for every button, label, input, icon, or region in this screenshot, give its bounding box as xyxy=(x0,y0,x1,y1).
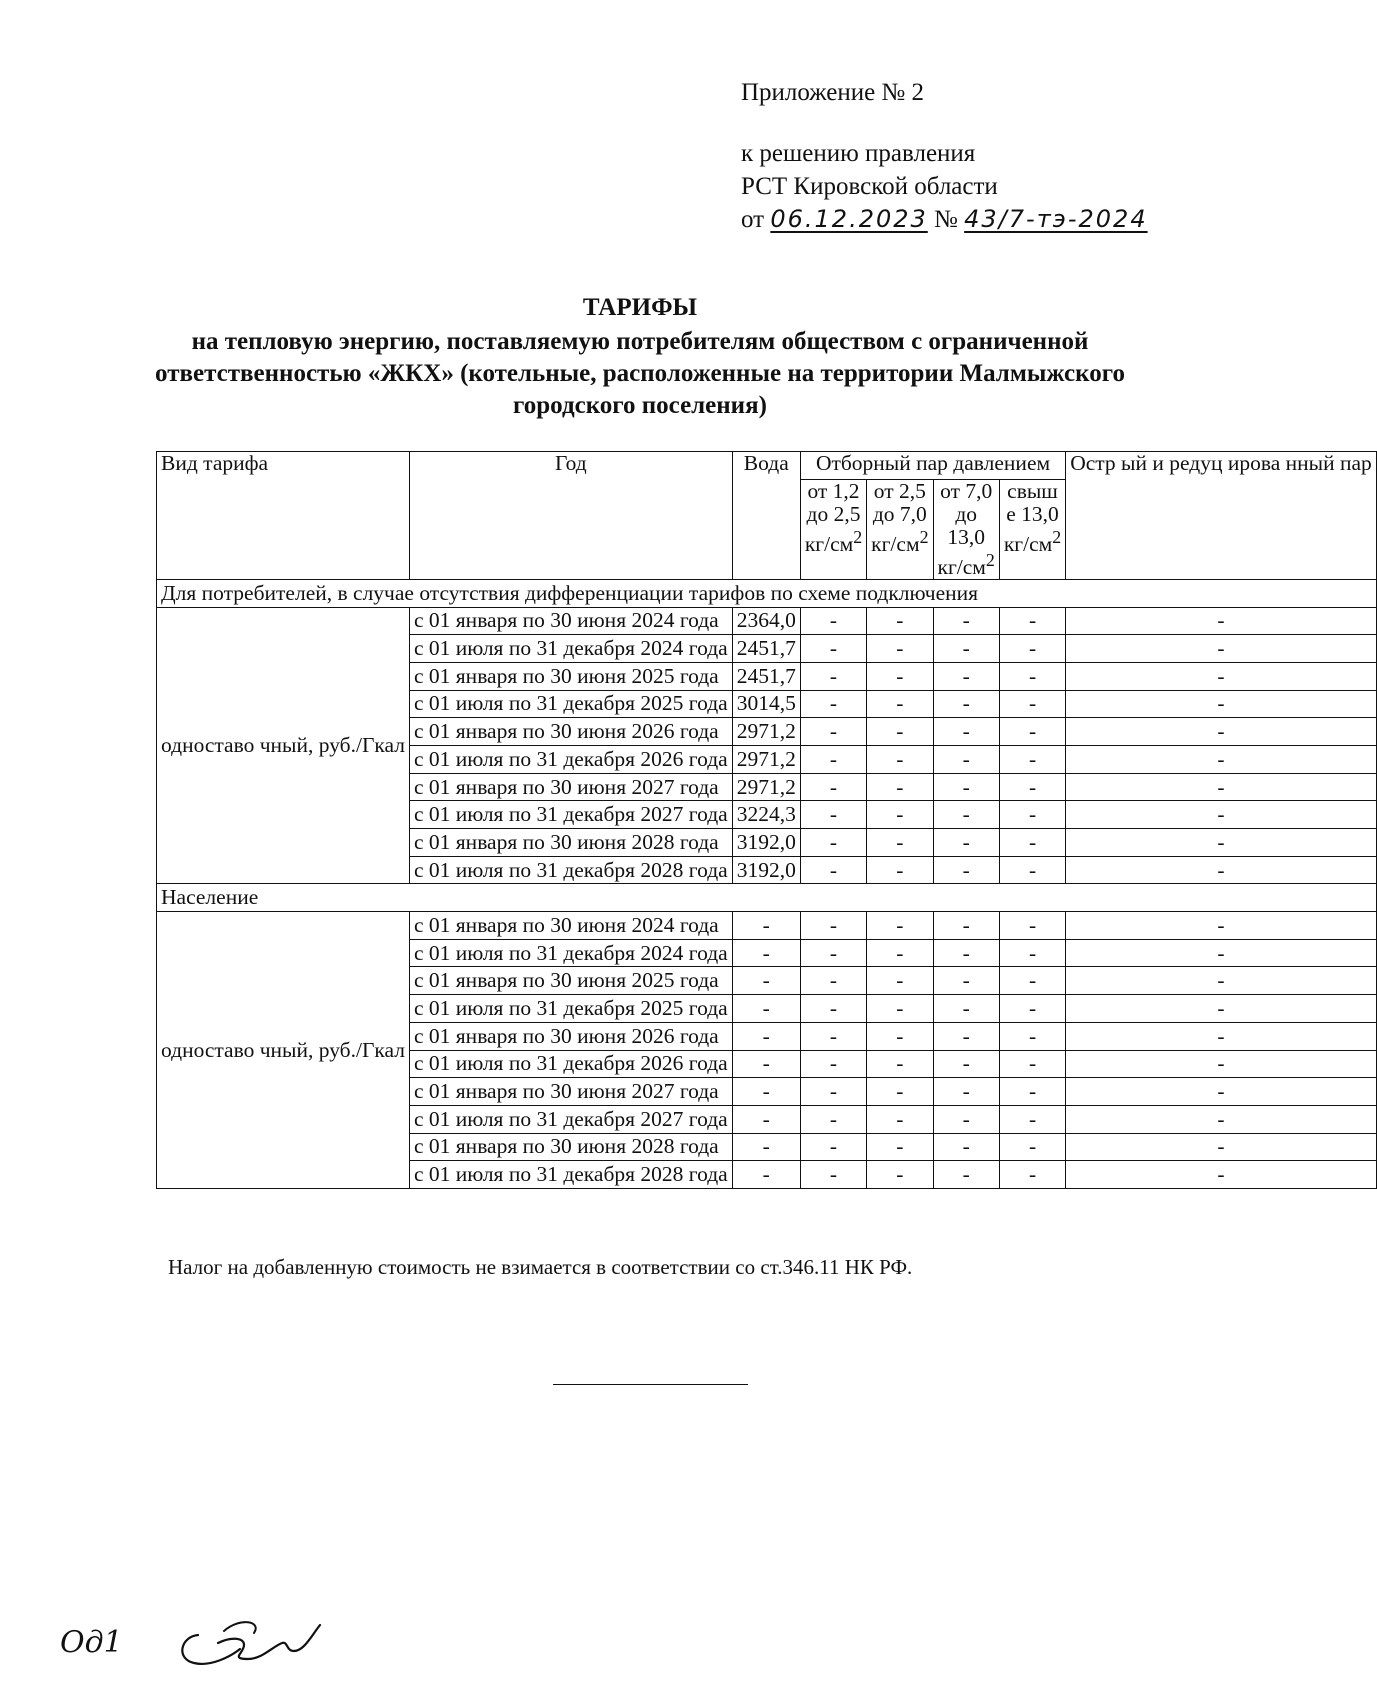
steam-4-cell: - xyxy=(999,773,1065,801)
unit-text: кг/см xyxy=(804,531,854,556)
header-text: от 1,2 xyxy=(807,478,860,503)
sharp-steam-cell: - xyxy=(1066,745,1377,773)
decision-date-line xyxy=(741,203,1148,236)
header-steam-4 xyxy=(999,479,1065,579)
decision-number: 43/7-тэ-2024 xyxy=(964,205,1148,233)
steam-4-cell: - xyxy=(999,939,1065,967)
period-cell: с 01 января по 30 июня 2026 года xyxy=(410,1022,733,1050)
water-cell: 3192,0 xyxy=(732,829,800,857)
period-cell: с 01 января по 30 июня 2028 года xyxy=(410,829,733,857)
steam-1-cell: - xyxy=(800,635,866,663)
sharp-steam-cell: - xyxy=(1066,856,1377,884)
steam-4-cell: - xyxy=(999,1133,1065,1161)
header-text: до xyxy=(955,501,978,526)
water-cell: - xyxy=(732,1022,800,1050)
header-text: до 2,5 xyxy=(806,501,861,526)
steam-2-cell: - xyxy=(867,1133,933,1161)
header-steam-3 xyxy=(933,479,999,579)
steam-3-cell: - xyxy=(933,607,999,635)
unit-text: кг/см xyxy=(1003,531,1053,556)
steam-1-cell: - xyxy=(800,912,866,940)
steam-3-cell: - xyxy=(933,1022,999,1050)
water-cell: 2971,2 xyxy=(732,773,800,801)
steam-2-cell: - xyxy=(867,995,933,1023)
header-text: от 2,5 xyxy=(873,478,926,503)
section-title: Население xyxy=(157,884,1377,912)
from-label: от xyxy=(741,206,765,233)
water-cell: - xyxy=(732,1050,800,1078)
header-steam-2 xyxy=(867,479,933,579)
steam-1-cell: - xyxy=(800,1078,866,1106)
period-cell: с 01 января по 30 июня 2024 года xyxy=(410,607,733,635)
steam-3-cell: - xyxy=(933,1078,999,1106)
appendix-title: Приложение № 2 xyxy=(741,79,925,106)
steam-3-cell: - xyxy=(933,939,999,967)
steam-2-cell: - xyxy=(867,773,933,801)
header-unit xyxy=(938,549,995,579)
water-cell: - xyxy=(732,1161,800,1189)
steam-2-cell: - xyxy=(867,690,933,718)
header-text: от 7,0 xyxy=(940,478,993,503)
steam-1-cell: - xyxy=(800,967,866,995)
steam-4-cell: - xyxy=(999,912,1065,940)
decision-date: 06.12.2023 xyxy=(770,205,928,233)
section-row xyxy=(157,884,1377,912)
steam-3-cell: - xyxy=(933,1105,999,1133)
tariff-table xyxy=(156,451,1377,1189)
water-cell: 2364,0 xyxy=(732,607,800,635)
title-subtitle: на тепловую энергию, поставляемую потребителям обществом с ограниченной ответственностью «ЖКХ» (котельные, расположенные на территории Малмыжского городского поселения) xyxy=(155,328,1125,419)
steam-3-cell: - xyxy=(933,1161,999,1189)
steam-2-cell: - xyxy=(867,1105,933,1133)
steam-4-cell: - xyxy=(999,718,1065,746)
sharp-steam-cell: - xyxy=(1066,773,1377,801)
steam-3-cell: - xyxy=(933,745,999,773)
steam-1-cell: - xyxy=(800,773,866,801)
title-main: ТАРИФЫ xyxy=(582,294,698,321)
table-row xyxy=(157,912,1377,940)
period-cell: с 01 января по 30 июня 2027 года xyxy=(410,773,733,801)
steam-3-cell: - xyxy=(933,773,999,801)
water-cell: 3224,3 xyxy=(732,801,800,829)
period-cell: с 01 июля по 31 декабря 2026 года xyxy=(410,745,733,773)
sharp-steam-cell: - xyxy=(1066,801,1377,829)
period-cell: с 01 июля по 31 декабря 2024 года xyxy=(410,939,733,967)
steam-3-cell: - xyxy=(933,829,999,857)
period-cell: с 01 января по 30 июня 2024 года xyxy=(410,912,733,940)
signature-initials: Од1 xyxy=(60,1625,123,1660)
steam-2-cell: - xyxy=(867,635,933,663)
header-sharp-steam: Остр ый и редуц ирова нный пар xyxy=(1066,452,1377,580)
water-cell: 3014,5 xyxy=(732,690,800,718)
steam-3-cell: - xyxy=(933,967,999,995)
water-cell: - xyxy=(732,939,800,967)
water-cell: - xyxy=(732,912,800,940)
header-vid: Вид тарифа xyxy=(157,452,410,580)
unit-text: кг/см xyxy=(871,531,920,556)
sharp-steam-cell: - xyxy=(1066,607,1377,635)
steam-1-cell: - xyxy=(800,745,866,773)
header-steam-group: Отборный пар давлением xyxy=(800,452,1065,480)
steam-4-cell: - xyxy=(999,745,1065,773)
unit-sup: 2 xyxy=(985,549,995,570)
steam-3-cell: - xyxy=(933,1133,999,1161)
steam-4-cell: - xyxy=(999,607,1065,635)
steam-1-cell: - xyxy=(800,801,866,829)
period-cell: с 01 января по 30 июня 2025 года xyxy=(410,967,733,995)
steam-1-cell: - xyxy=(800,662,866,690)
steam-4-cell: - xyxy=(999,1050,1065,1078)
steam-2-cell: - xyxy=(867,607,933,635)
water-cell: 2971,2 xyxy=(732,718,800,746)
steam-2-cell: - xyxy=(867,1022,933,1050)
document-title xyxy=(140,292,1140,422)
appendix-block xyxy=(741,76,1148,236)
sharp-steam-cell: - xyxy=(1066,635,1377,663)
sharp-steam-cell: - xyxy=(1066,995,1377,1023)
steam-4-cell: - xyxy=(999,856,1065,884)
water-cell: - xyxy=(732,1105,800,1133)
header-unit xyxy=(871,526,928,556)
steam-1-cell: - xyxy=(800,1022,866,1050)
steam-2-cell: - xyxy=(867,829,933,857)
steam-1-cell: - xyxy=(800,1050,866,1078)
steam-1-cell: - xyxy=(800,856,866,884)
steam-2-cell: - xyxy=(867,912,933,940)
decision-line-1: к решению правления xyxy=(741,140,976,167)
steam-3-cell: - xyxy=(933,718,999,746)
water-cell: - xyxy=(732,995,800,1023)
period-cell: с 01 января по 30 июня 2025 года xyxy=(410,662,733,690)
sharp-steam-cell: - xyxy=(1066,1022,1377,1050)
period-cell: с 01 июля по 31 декабря 2027 года xyxy=(410,1105,733,1133)
steam-1-cell: - xyxy=(800,1133,866,1161)
period-cell: с 01 января по 30 июня 2027 года xyxy=(410,1078,733,1106)
water-cell: 2971,2 xyxy=(732,745,800,773)
decision-line-2: РСТ Кировской области xyxy=(741,173,998,200)
steam-3-cell: - xyxy=(933,1050,999,1078)
steam-1-cell: - xyxy=(800,1161,866,1189)
header-steam-1 xyxy=(800,479,866,579)
unit-sup: 2 xyxy=(853,526,863,547)
sharp-steam-cell: - xyxy=(1066,1078,1377,1106)
steam-2-cell: - xyxy=(867,1050,933,1078)
steam-2-cell: - xyxy=(867,718,933,746)
unit-sup: 2 xyxy=(919,526,929,547)
divider-line xyxy=(553,1384,748,1385)
sharp-steam-cell: - xyxy=(1066,939,1377,967)
header-text: свыш xyxy=(1007,478,1058,503)
steam-4-cell: - xyxy=(999,662,1065,690)
steam-4-cell: - xyxy=(999,1022,1065,1050)
water-cell: 2451,7 xyxy=(732,635,800,663)
table-row xyxy=(157,607,1377,635)
tariff-type: одноставо чный, руб./Гкал xyxy=(157,607,410,884)
steam-1-cell: - xyxy=(800,690,866,718)
steam-4-cell: - xyxy=(999,829,1065,857)
steam-2-cell: - xyxy=(867,967,933,995)
signature-scribble xyxy=(170,1607,350,1677)
steam-2-cell: - xyxy=(867,939,933,967)
sharp-steam-cell: - xyxy=(1066,662,1377,690)
sharp-steam-cell: - xyxy=(1066,690,1377,718)
number-label: № xyxy=(934,206,958,233)
water-cell: 3192,0 xyxy=(732,856,800,884)
steam-3-cell: - xyxy=(933,856,999,884)
decision-reference xyxy=(741,137,1148,236)
period-cell: с 01 июля по 31 декабря 2028 года xyxy=(410,856,733,884)
steam-2-cell: - xyxy=(867,856,933,884)
steam-2-cell: - xyxy=(867,1078,933,1106)
steam-3-cell: - xyxy=(933,635,999,663)
header-year: Год xyxy=(410,452,733,580)
steam-3-cell: - xyxy=(933,690,999,718)
steam-4-cell: - xyxy=(999,635,1065,663)
period-cell: с 01 июля по 31 декабря 2024 года xyxy=(410,635,733,663)
steam-3-cell: - xyxy=(933,995,999,1023)
sharp-steam-cell: - xyxy=(1066,1161,1377,1189)
water-cell: - xyxy=(732,1133,800,1161)
period-cell: с 01 июля по 31 декабря 2026 года xyxy=(410,1050,733,1078)
sharp-steam-cell: - xyxy=(1066,1050,1377,1078)
sharp-steam-cell: - xyxy=(1066,718,1377,746)
vat-note: Налог на добавленную стоимость не взимается в соответствии со ст.346.11 НК РФ. xyxy=(168,1255,913,1279)
steam-3-cell: - xyxy=(933,912,999,940)
steam-2-cell: - xyxy=(867,801,933,829)
period-cell: с 01 января по 30 июня 2028 года xyxy=(410,1133,733,1161)
steam-4-cell: - xyxy=(999,690,1065,718)
section-title: Для потребителей, в случае отсутствия дифференциации тарифов по схеме подключения xyxy=(157,579,1377,607)
steam-4-cell: - xyxy=(999,967,1065,995)
steam-4-cell: - xyxy=(999,801,1065,829)
header-unit xyxy=(805,526,862,556)
unit-text: кг/см xyxy=(937,554,986,579)
steam-1-cell: - xyxy=(800,995,866,1023)
steam-1-cell: - xyxy=(800,829,866,857)
unit-sup: 2 xyxy=(1052,526,1062,547)
section-row xyxy=(157,579,1377,607)
steam-4-cell: - xyxy=(999,995,1065,1023)
steam-1-cell: - xyxy=(800,1105,866,1133)
header-row-1 xyxy=(157,452,1377,480)
header-text: до 7,0 xyxy=(872,501,927,526)
water-cell: 2451,7 xyxy=(732,662,800,690)
sharp-steam-cell: - xyxy=(1066,1105,1377,1133)
steam-3-cell: - xyxy=(933,801,999,829)
steam-4-cell: - xyxy=(999,1105,1065,1133)
tariff-type: одноставо чный, руб./Гкал xyxy=(157,912,410,1189)
steam-2-cell: - xyxy=(867,745,933,773)
steam-3-cell: - xyxy=(933,662,999,690)
sharp-steam-cell: - xyxy=(1066,829,1377,857)
steam-1-cell: - xyxy=(800,718,866,746)
period-cell: с 01 июля по 31 декабря 2025 года xyxy=(410,995,733,1023)
sharp-steam-cell: - xyxy=(1066,1133,1377,1161)
header-text: е 13,0 xyxy=(1006,501,1059,526)
sharp-steam-cell: - xyxy=(1066,912,1377,940)
steam-2-cell: - xyxy=(867,1161,933,1189)
water-cell: - xyxy=(732,967,800,995)
steam-1-cell: - xyxy=(800,607,866,635)
period-cell: с 01 июля по 31 декабря 2027 года xyxy=(410,801,733,829)
steam-4-cell: - xyxy=(999,1161,1065,1189)
header-unit xyxy=(1004,526,1061,556)
steam-1-cell: - xyxy=(800,939,866,967)
period-cell: с 01 июля по 31 декабря 2028 года xyxy=(410,1161,733,1189)
period-cell: с 01 января по 30 июня 2026 года xyxy=(410,718,733,746)
water-cell: - xyxy=(732,1078,800,1106)
period-cell: с 01 июля по 31 декабря 2025 года xyxy=(410,690,733,718)
header-water: Вода xyxy=(732,452,800,580)
header-text: 13,0 xyxy=(947,524,985,549)
steam-4-cell: - xyxy=(999,1078,1065,1106)
sharp-steam-cell: - xyxy=(1066,967,1377,995)
steam-2-cell: - xyxy=(867,662,933,690)
